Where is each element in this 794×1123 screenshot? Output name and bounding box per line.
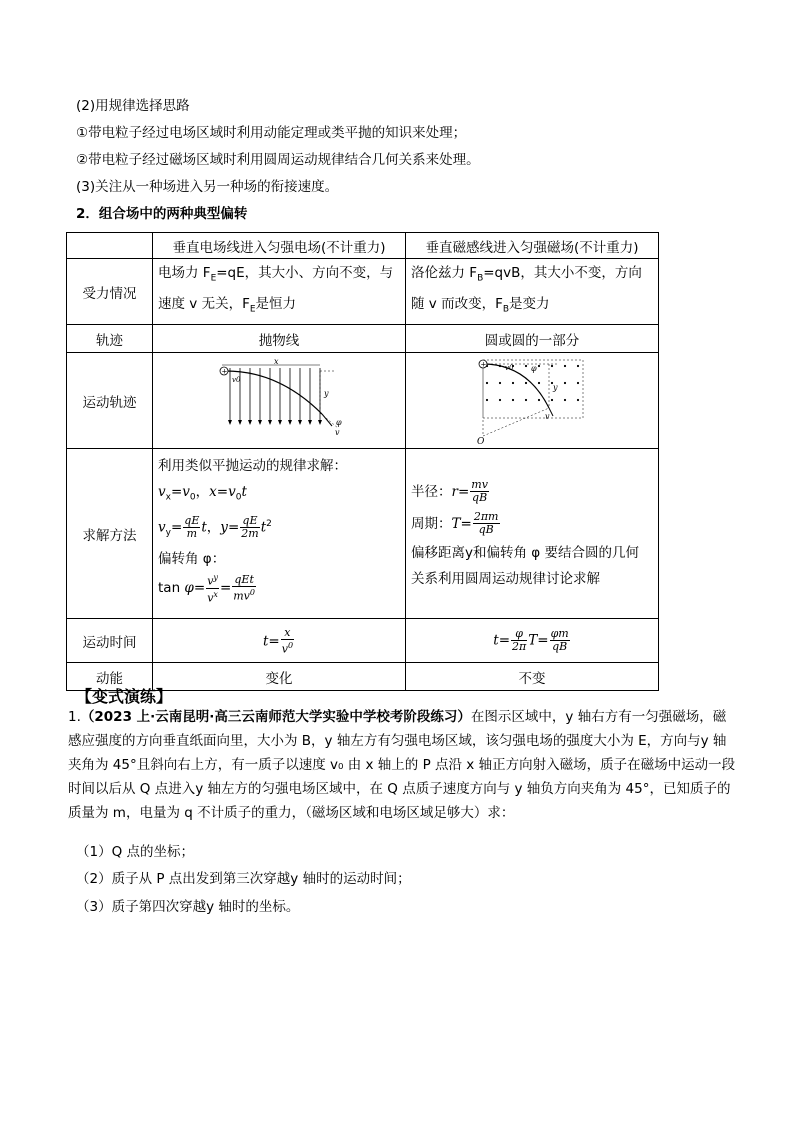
svg-text:O: O [477, 436, 485, 446]
question-2: （2）质子从 P 点出发到第三次穿越y 轴时的运动时间； [76, 871, 411, 887]
problem-source: （2023 上·云南昆明·高三云南师范大学实验中学校考阶段练习） [80, 709, 471, 725]
force-magnetic: 洛伦兹力 $F_B=qvB$，其大小不变，方向 随 v 而改变，$F_B$是变力 [406, 259, 659, 325]
problem-body: 在图示区域中，y 轴右方有一匀强磁场，磁感应强度的方向垂直纸面向里，大小为 B，y 轴左方有匀强电场区域，该匀强电场的强度大小为 E，方向与y 轴夹角为 45°且斜向右上方，有一质子以速度 v₀ 由 x 轴上的 P 点沿 x 轴正方向射入磁场，质子在磁场中运动一段时间以后从 Q 点进入y 轴左方的匀强电场区域中，在 Q 点质子速度方向与 y 轴负方向夹角为 45°，已知质子的质量为 m，电量为 q 不计质子的重力，（磁场区域和电场区域足够大）求： [68, 709, 736, 821]
table-corner [67, 233, 153, 259]
header-electric: 垂直电场线进入匀强电场(不计重力) [153, 233, 406, 259]
figure-magnetic-cell [406, 353, 659, 449]
magnetic-field-trajectory-diagram [467, 356, 597, 446]
method-magnetic: 半径：r= $\frac{mv}{qB}$ 周期：T= $\frac{2\pi m}{qB}$ 偏移距离y和偏转角 φ 要结合圆的几何 关系利用圆周运动规律讨论求解 [406, 449, 659, 619]
path-magnetic: 圆或圆的一部分 [406, 325, 659, 353]
intro-line-2: ①带电粒子经过电场区域时利用动能定理或类平抛的知识来处理； [76, 125, 467, 141]
arc-path [483, 364, 549, 408]
field-lines [230, 368, 320, 424]
intro-line-1: (2)用规律选择思路 [76, 98, 190, 114]
svg-text:φ: φ [531, 363, 537, 373]
row-label-energy: 动能 [67, 663, 153, 691]
intro-line-4: (3)关注从一种场进入另一种场的衔接速度。 [76, 179, 339, 195]
force-electric: 电场力 $F_E=qE$，其大小、方向不变，与 速度 v 无关，$F_E$是恒力 [153, 259, 406, 325]
svg-text:v: v [545, 411, 550, 421]
question-3: （3）质子第四次穿越y 轴时的坐标。 [76, 899, 300, 915]
svg-text:v0: v0 [505, 363, 514, 372]
path-electric: 抛物线 [153, 325, 406, 353]
svg-text:v: v [335, 427, 340, 437]
section-title: 2．组合场中的两种典型偏转 [76, 206, 248, 222]
time-magnetic: t= $\frac{\varphi}{2\pi}$ T= $\frac{\varphi m}{qB}$ [406, 619, 659, 663]
method-electric: 利用类似平抛运动的规律求解： $v_x=v_0$，$x=v_0t$ $v_y=$ $\frac{qE}{m}$ t，y= $\frac{qE}{2m}$ $t^2$ 偏转角 φ： tan φ= $\frac{v^y}{v^x}$ = $\frac{\text{qEt}}{mv^0}$ [153, 449, 406, 619]
header-magnetic: 垂直磁感线进入匀强磁场(不计重力) [406, 233, 659, 259]
row-label-method: 求解方法 [67, 449, 153, 619]
exercise-problem [68, 705, 738, 825]
svg-text:x: x [274, 357, 279, 366]
svg-text:v0: v0 [232, 375, 241, 384]
row-label-time: 运动时间 [67, 619, 153, 663]
svg-text:y: y [553, 382, 558, 392]
exercise-heading: 【变式演练】 [76, 687, 173, 706]
comparison-table [66, 232, 659, 691]
row-label-motion: 运动轨迹 [67, 353, 153, 449]
problem-number: 1. [68, 709, 81, 725]
svg-text:φ: φ [336, 417, 342, 427]
figure-electric-cell [153, 353, 406, 449]
svg-text:+: + [480, 360, 487, 369]
question-1: （1）Q 点的坐标； [76, 844, 195, 860]
intro-line-3: ②带电粒子经过磁场区域时利用圆周运动规律结合几何关系来处理。 [76, 152, 480, 168]
row-label-path: 轨迹 [67, 325, 153, 353]
electric-field-trajectory-diagram [204, 358, 354, 444]
energy-electric: 变化 [153, 663, 406, 691]
svg-text:+: + [221, 367, 228, 376]
velocity-vector [549, 408, 553, 416]
field-arrowheads [228, 420, 322, 425]
energy-magnetic: 不变 [406, 663, 659, 691]
row-label-force: 受力情况 [67, 259, 153, 325]
velocity-vector [322, 414, 332, 426]
svg-text:y: y [324, 388, 329, 398]
time-electric: t= $\frac{x}{v^0}$ [153, 619, 406, 663]
